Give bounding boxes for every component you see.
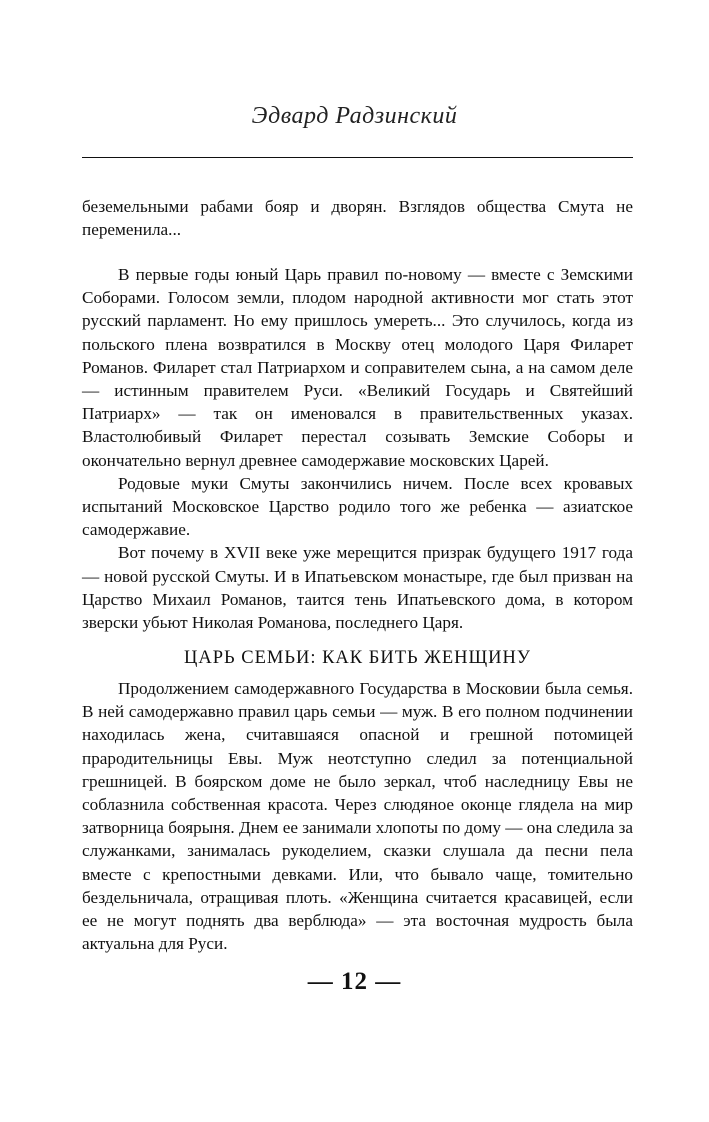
text-block-main <box>82 263 633 634</box>
text-block-section <box>82 677 633 955</box>
header-divider <box>82 157 633 158</box>
paragraph: Продолжением самодержавного Государства в Московии была семья. В ней самодержавно правил царь семьи — муж. В его полном подчинении находилась жена, считавшаяся опасной и грешной потомицей прародительницы Евы. Муж неотступно следил за потенциальной грешницей. В боярском доме не было зеркал, чтоб наследницу Евы не соблазнила собственная красота. Через слюдяное оконце глядела на мир затворница боярыня. Днем ее занимали хлопоты по дому — она следила за служанками, занималась рукоделием, сказки слушала да песни пела вместе с крепостными девками. Или, что бывало чаще, томительно бездельничала, отращивая плоть. «Женщина считается красавицей, если ее не могут поднять два верблюда» — эта восточная мудрость была актуальна для Руси. <box>82 679 633 954</box>
text-block-continuation <box>82 195 633 241</box>
section-heading: ЦАРЬ СЕМЬИ: КАК БИТЬ ЖЕНЩИНУ <box>183 648 531 668</box>
paragraph: В первые годы юный Царь правил по-новому — вместе с Земскими Соборами. Голосом земли, плодом народной активности мог стать этот русский парламент. Но ему пришлось умереть... Это случилось, когда из польского плена возвратился в Москву отец молодого Царя Филарет Романов. Филарет стал Патриархом и соправителем сына, а на самом деле — истинным правителем Руси. «Великий Государь и Святейший Патриарх» — так он именовался в правительственных указах. Властолюбивый Филарет перестал созывать Земские Соборы и окончательно вернул древнее самодержавие московских Царей. <box>82 265 633 470</box>
paragraph-continuation: беземельными рабами бояр и дворян. Взглядов общества Смута не переменила... <box>82 197 633 240</box>
running-head-author: Эдвард Радзинский <box>251 103 458 129</box>
paragraph: Вот почему в XVII веке уже мерещится призрак будущего 1917 года — новой русской Смуты. И в Ипатьевском монастыре, где был призван на Царство Михаил Романов, таится тень Ипатьевского дома, в котором зверски убьют Николая Романова, последнего Царя. <box>82 543 633 633</box>
page-number: — 12 — <box>307 968 402 995</box>
paragraph: Родовые муки Смуты закончились ничем. После всех кровавых испытаний Московское Царство родило того же ребенка — азиатское самодержавие. <box>82 473 633 540</box>
